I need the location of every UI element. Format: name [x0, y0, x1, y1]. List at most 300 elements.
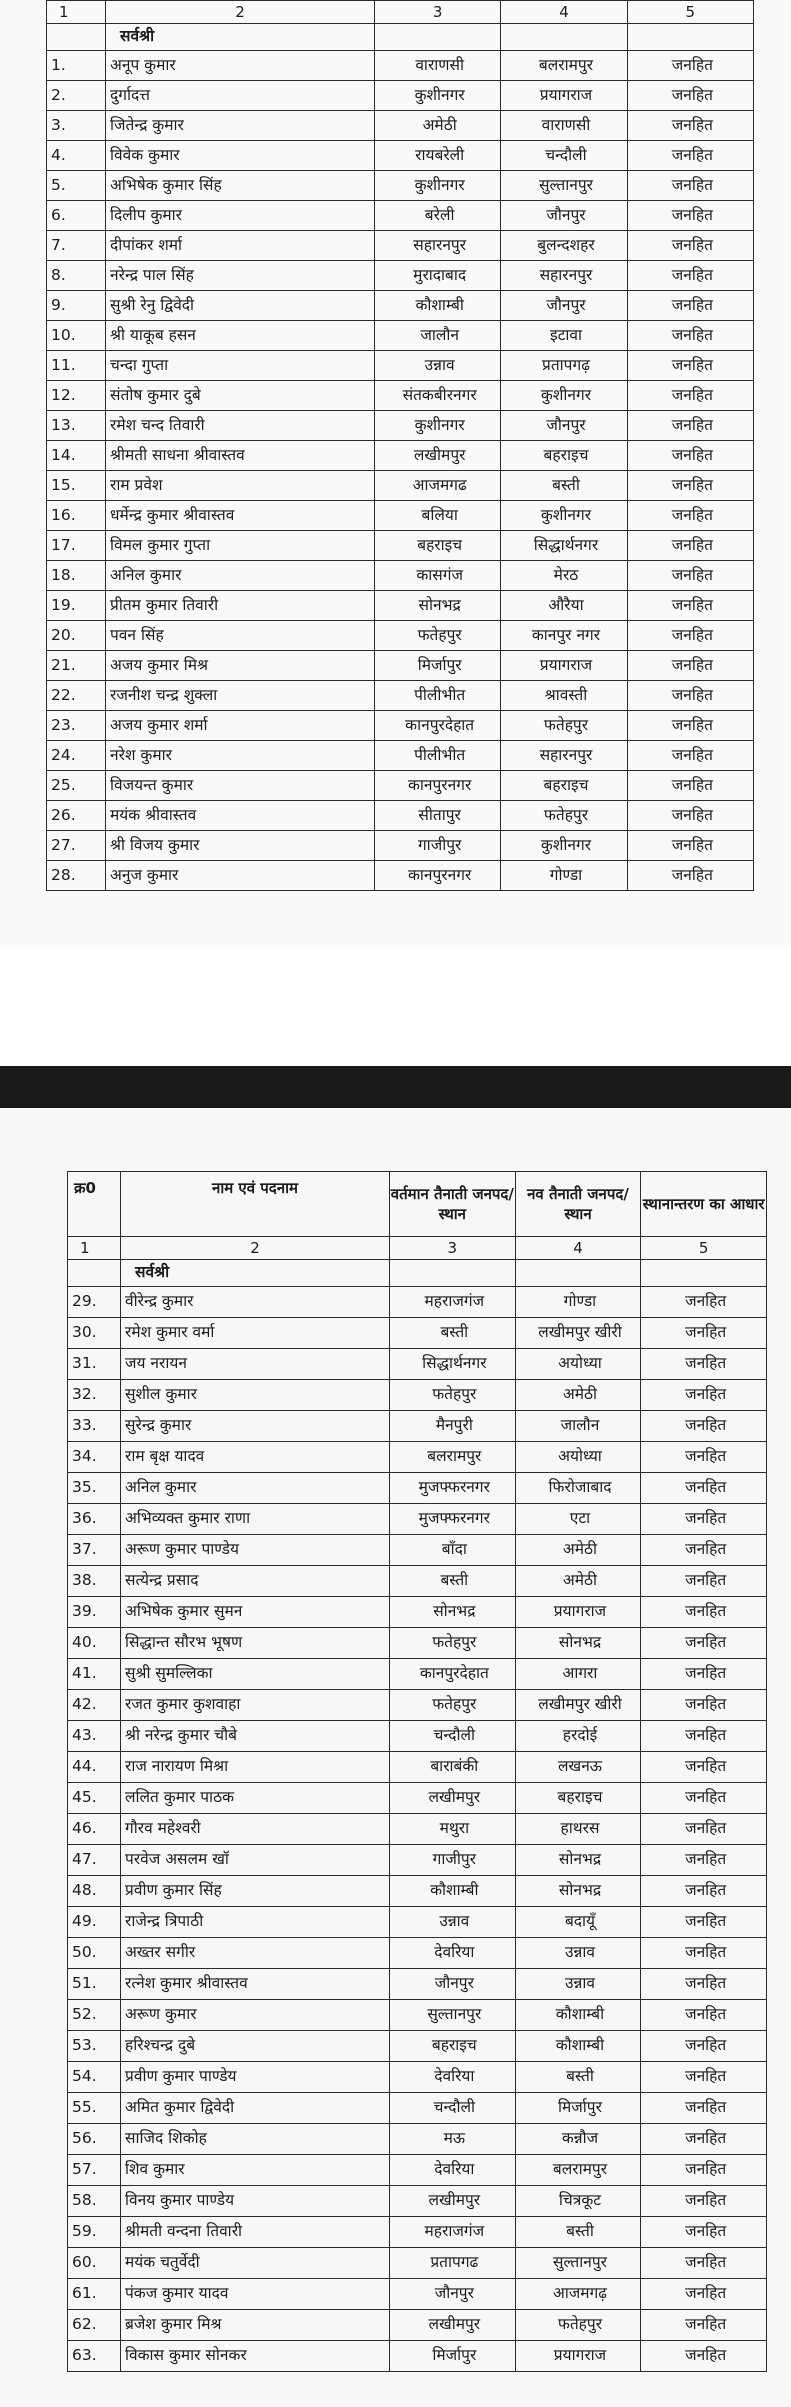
current-posting: लखीमपुर: [390, 2186, 516, 2217]
new-posting: फतेहपुर: [515, 2310, 641, 2341]
transfer-basis: जनहित: [627, 51, 753, 81]
new-posting: प्रयागराज: [501, 81, 627, 111]
new-posting: बहराइच: [501, 441, 627, 471]
document-page-1: [0, 0, 791, 945]
table-row: [68, 2000, 767, 2031]
officer-name: हरिश्चन्द्र दुबे: [121, 2031, 390, 2062]
serial-number: 43.: [68, 1721, 121, 1752]
col-number-1: 1: [47, 1, 106, 24]
transfer-basis: जनहित: [641, 1287, 767, 1318]
current-posting: देवरिया: [390, 1938, 516, 1969]
table-row: [68, 2124, 767, 2155]
transfer-basis: जनहित: [627, 261, 753, 291]
header-current-posting: वर्तमान तैनाती जनपद/ स्थान: [390, 1172, 516, 1237]
new-posting: फतेहपुर: [501, 711, 627, 741]
transfer-basis: जनहित: [627, 681, 753, 711]
transfer-basis: जनहित: [641, 1473, 767, 1504]
transfer-basis: जनहित: [627, 201, 753, 231]
current-posting: सहारनपुर: [375, 231, 501, 261]
table-row: [68, 1566, 767, 1597]
officer-name: विजयन्त कुमार: [106, 771, 375, 801]
officer-name: अनूप कुमार: [106, 51, 375, 81]
current-posting: कासगंज: [375, 561, 501, 591]
honorific-label: सर्वश्री: [121, 1260, 390, 1287]
new-posting: सिद्धार्थनगर: [501, 531, 627, 561]
serial-number: 50.: [68, 1938, 121, 1969]
transfer-basis: जनहित: [641, 1876, 767, 1907]
current-posting: पीलीभीत: [375, 741, 501, 771]
table-row: [47, 441, 754, 471]
table-row: [47, 501, 754, 531]
table-row: [68, 2186, 767, 2217]
serial-number: 63.: [68, 2341, 121, 2372]
officer-name: साजिद शिकोह: [121, 2124, 390, 2155]
current-posting: कानपुरनगर: [375, 861, 501, 891]
transfer-basis: जनहित: [627, 501, 753, 531]
table-row: [68, 2217, 767, 2248]
current-posting: बरेली: [375, 201, 501, 231]
officer-name: अभिव्यक्त कुमार राणा: [121, 1504, 390, 1535]
current-posting: फतेहपुर: [390, 1380, 516, 1411]
new-posting: अमेठी: [515, 1380, 641, 1411]
table-row: [68, 2062, 767, 2093]
serial-number: 38.: [68, 1566, 121, 1597]
transfer-basis: जनहित: [627, 411, 753, 441]
header-row: [68, 1172, 767, 1237]
new-posting: अयोध्या: [515, 1349, 641, 1380]
transfer-basis: जनहित: [627, 171, 753, 201]
serial-number: 29.: [68, 1287, 121, 1318]
table-row: [47, 81, 754, 111]
officer-name: विनय कुमार पाण्डेय: [121, 2186, 390, 2217]
current-posting: जालौन: [375, 321, 501, 351]
new-posting: प्रयागराज: [515, 2341, 641, 2372]
officer-name: श्रीमती साधना श्रीवास्तव: [106, 441, 375, 471]
officer-name: सुरेन्द्र कुमार: [121, 1411, 390, 1442]
col-number-5: 5: [627, 1, 753, 24]
table-row: [47, 351, 754, 381]
serial-number: 58.: [68, 2186, 121, 2217]
officer-name: सिद्धान्त सौरभ भूषण: [121, 1628, 390, 1659]
new-posting: जालौन: [515, 1411, 641, 1442]
current-posting: देवरिया: [390, 2155, 516, 2186]
current-posting: देवरिया: [390, 2062, 516, 2093]
transfer-basis: जनहित: [641, 1690, 767, 1721]
serial-number: 35.: [68, 1473, 121, 1504]
new-posting: बस्ती: [515, 2217, 641, 2248]
serial-number: 18.: [47, 561, 106, 591]
officer-name: विमल कुमार गुप्ता: [106, 531, 375, 561]
current-posting: उन्नाव: [375, 351, 501, 381]
table-row: [47, 291, 754, 321]
officer-name: रमेश चन्द तिवारी: [106, 411, 375, 441]
serial-number: 48.: [68, 1876, 121, 1907]
transfer-basis: जनहित: [641, 2155, 767, 2186]
officer-name: विवेक कुमार: [106, 141, 375, 171]
current-posting: लखीमपुर: [390, 2310, 516, 2341]
officer-name: अजय कुमार मिश्र: [106, 651, 375, 681]
serial-number: 31.: [68, 1349, 121, 1380]
current-posting: फतेहपुर: [390, 1628, 516, 1659]
table-row: [68, 1845, 767, 1876]
table-row: [68, 2093, 767, 2124]
current-posting: मिर्जापुर: [390, 2341, 516, 2372]
transfer-basis: जनहित: [641, 1349, 767, 1380]
serial-number: 39.: [68, 1597, 121, 1628]
new-posting: उन्नाव: [515, 1938, 641, 1969]
transfer-basis: जनहित: [641, 1597, 767, 1628]
transfer-basis: जनहित: [641, 1318, 767, 1349]
officer-name: राम बृक्ष यादव: [121, 1442, 390, 1473]
officer-name: ललित कुमार पाठक: [121, 1783, 390, 1814]
table-row: [68, 1535, 767, 1566]
table-row: [68, 1752, 767, 1783]
new-posting: बुलन्दशहर: [501, 231, 627, 261]
current-posting: कुशीनगर: [375, 171, 501, 201]
serial-number: 42.: [68, 1690, 121, 1721]
serial-number: 30.: [68, 1318, 121, 1349]
serial-number: 26.: [47, 801, 106, 831]
officer-name: रमेश कुमार वर्मा: [121, 1318, 390, 1349]
officer-name: प्रीतम कुमार तिवारी: [106, 591, 375, 621]
current-posting: मऊ: [390, 2124, 516, 2155]
col-number-4: 4: [515, 1237, 641, 1260]
new-posting: आजमगढ़: [515, 2279, 641, 2310]
officer-name: विकास कुमार सोनकर: [121, 2341, 390, 2372]
table-row: [68, 2341, 767, 2372]
serial-number: 27.: [47, 831, 106, 861]
new-posting: कुशीनगर: [501, 831, 627, 861]
officer-name: पवन सिंह: [106, 621, 375, 651]
new-posting: फतेहपुर: [501, 801, 627, 831]
officer-name: अभिषेक कुमार सिंह: [106, 171, 375, 201]
new-posting: जौनपुर: [501, 291, 627, 321]
officer-name: सत्येन्द्र प्रसाद: [121, 1566, 390, 1597]
transfer-basis: जनहित: [627, 771, 753, 801]
current-posting: बाराबंकी: [390, 1752, 516, 1783]
table-row: [68, 1907, 767, 1938]
new-posting: सोनभद्र: [515, 1628, 641, 1659]
new-posting: सोनभद्र: [515, 1845, 641, 1876]
transfer-basis: जनहित: [641, 1938, 767, 1969]
serial-number: 10.: [47, 321, 106, 351]
officer-name: नरेश कुमार: [106, 741, 375, 771]
transfer-basis: जनहित: [641, 2031, 767, 2062]
column-number-row: [68, 1237, 767, 1260]
table-row: [47, 141, 754, 171]
col-number-3: 3: [390, 1237, 516, 1260]
officer-name: राज नारायण मिश्रा: [121, 1752, 390, 1783]
officer-name: चन्दा गुप्ता: [106, 351, 375, 381]
honorific-row: [68, 1260, 767, 1287]
new-posting: लखीमपुर खीरी: [515, 1318, 641, 1349]
table-row: [47, 471, 754, 501]
transfer-basis: जनहित: [627, 801, 753, 831]
current-posting: मुजफ्फरनगर: [390, 1473, 516, 1504]
serial-number: 4.: [47, 141, 106, 171]
officer-name: दुर्गादत्त: [106, 81, 375, 111]
transfer-basis: जनहित: [627, 111, 753, 141]
current-posting: कानपुरनगर: [375, 771, 501, 801]
officer-name: नरेन्द्र पाल सिंह: [106, 261, 375, 291]
transfer-basis: जनहित: [627, 621, 753, 651]
new-posting: अमेठी: [515, 1566, 641, 1597]
officer-name: राजेन्द्र त्रिपाठी: [121, 1907, 390, 1938]
officer-name: अनुज कुमार: [106, 861, 375, 891]
current-posting: महराजगंज: [390, 2217, 516, 2248]
current-posting: गाजीपुर: [390, 1845, 516, 1876]
transfer-basis: जनहित: [627, 141, 753, 171]
current-posting: कुशीनगर: [375, 411, 501, 441]
table-row: [68, 1628, 767, 1659]
table-row: [47, 771, 754, 801]
officer-name: मयंक चतुर्वेदी: [121, 2248, 390, 2279]
serial-number: 15.: [47, 471, 106, 501]
current-posting: चन्दौली: [390, 2093, 516, 2124]
transfer-basis: जनहित: [627, 441, 753, 471]
serial-number: 44.: [68, 1752, 121, 1783]
serial-number: 25.: [47, 771, 106, 801]
transfer-basis: जनहित: [627, 381, 753, 411]
serial-number: 61.: [68, 2279, 121, 2310]
transfer-basis: जनहित: [641, 1845, 767, 1876]
transfer-basis: जनहित: [641, 1659, 767, 1690]
transfer-basis: जनहित: [641, 1907, 767, 1938]
current-posting: कानपुरदेहात: [375, 711, 501, 741]
serial-number: 56.: [68, 2124, 121, 2155]
current-posting: सिद्धार्थनगर: [390, 1349, 516, 1380]
transfer-basis: जनहित: [627, 531, 753, 561]
new-posting: कौशाम्बी: [515, 2000, 641, 2031]
serial-number: 28.: [47, 861, 106, 891]
officer-name: अजय कुमार शर्मा: [106, 711, 375, 741]
new-posting: चन्दौली: [501, 141, 627, 171]
table-row: [68, 1876, 767, 1907]
officer-name: श्री विजय कुमार: [106, 831, 375, 861]
table-row: [68, 1287, 767, 1318]
current-posting: फतेहपुर: [375, 621, 501, 651]
officer-name: दिलीप कुमार: [106, 201, 375, 231]
new-posting: इटावा: [501, 321, 627, 351]
new-posting: बलरामपुर: [515, 2155, 641, 2186]
table-row: [68, 1969, 767, 2000]
officer-name: श्रीमती वन्दना तिवारी: [121, 2217, 390, 2248]
new-posting: बस्ती: [501, 471, 627, 501]
serial-number: 45.: [68, 1783, 121, 1814]
new-posting: कुशीनगर: [501, 501, 627, 531]
table-row: [47, 741, 754, 771]
table-row: [47, 381, 754, 411]
current-posting: मुरादाबाद: [375, 261, 501, 291]
transfer-basis: जनहित: [627, 291, 753, 321]
new-posting: उन्नाव: [515, 1969, 641, 2000]
new-posting: चित्रकूट: [515, 2186, 641, 2217]
transfer-basis: जनहित: [641, 1411, 767, 1442]
new-posting: कन्नौज: [515, 2124, 641, 2155]
officer-name: सुश्री सुमल्लिका: [121, 1659, 390, 1690]
new-posting: एटा: [515, 1504, 641, 1535]
table-row: [47, 111, 754, 141]
transfer-basis: जनहित: [627, 321, 753, 351]
new-posting: कौशाम्बी: [515, 2031, 641, 2062]
officer-name: शिव कुमार: [121, 2155, 390, 2186]
new-posting: जौनपुर: [501, 411, 627, 441]
current-posting: गाजीपुर: [375, 831, 501, 861]
serial-number: 19.: [47, 591, 106, 621]
transfer-basis: जनहित: [641, 2248, 767, 2279]
officer-name: श्री नरेन्द्र कुमार चौबे: [121, 1721, 390, 1752]
serial-number: 32.: [68, 1380, 121, 1411]
transfer-basis: जनहित: [641, 2217, 767, 2248]
officer-name: परवेज असलम खॉ: [121, 1845, 390, 1876]
new-posting: बस्ती: [515, 2062, 641, 2093]
table-row: [47, 201, 754, 231]
table-row: [68, 2248, 767, 2279]
current-posting: महराजगंज: [390, 1287, 516, 1318]
new-posting: फिरोजाबाद: [515, 1473, 641, 1504]
table-row: [68, 1814, 767, 1845]
officer-name: अभिषेक कुमार सुमन: [121, 1597, 390, 1628]
current-posting: जौनपुर: [390, 2279, 516, 2310]
table-row: [68, 1380, 767, 1411]
current-posting: चन्दौली: [390, 1721, 516, 1752]
current-posting: मैनपुरी: [390, 1411, 516, 1442]
officer-name: पंकज कुमार यादव: [121, 2279, 390, 2310]
transfer-table-page-2: [67, 1171, 767, 2372]
officer-name: मयंक श्रीवास्तव: [106, 801, 375, 831]
transfer-basis: जनहित: [627, 741, 753, 771]
transfer-basis: जनहित: [641, 1783, 767, 1814]
new-posting: मिर्जापुर: [515, 2093, 641, 2124]
table-row: [68, 2279, 767, 2310]
transfer-basis: जनहित: [627, 861, 753, 891]
officer-name: जितेन्द्र कुमार: [106, 111, 375, 141]
transfer-basis: जनहित: [627, 561, 753, 591]
serial-number: 8.: [47, 261, 106, 291]
transfer-basis: जनहित: [641, 1566, 767, 1597]
transfer-basis: जनहित: [641, 1380, 767, 1411]
table-row: [47, 861, 754, 891]
new-posting: सहारनपुर: [501, 741, 627, 771]
table-row: [68, 1783, 767, 1814]
current-posting: कौशाम्बी: [390, 1876, 516, 1907]
transfer-basis: जनहित: [641, 1814, 767, 1845]
new-posting: प्रतापगढ़: [501, 351, 627, 381]
serial-number: 7.: [47, 231, 106, 261]
new-posting: वाराणसी: [501, 111, 627, 141]
honorific-row: [47, 24, 754, 51]
current-posting: मिर्जापुर: [375, 651, 501, 681]
new-posting: कुशीनगर: [501, 381, 627, 411]
table-row: [68, 2310, 767, 2341]
new-posting: गोण्डा: [501, 861, 627, 891]
current-posting: बाँदा: [390, 1535, 516, 1566]
serial-number: 24.: [47, 741, 106, 771]
serial-number: 1.: [47, 51, 106, 81]
col-number-5: 5: [641, 1237, 767, 1260]
transfer-basis: जनहित: [641, 2093, 767, 2124]
transfer-basis: जनहित: [641, 2341, 767, 2372]
officer-name: अनिल कुमार: [121, 1473, 390, 1504]
new-posting: अयोध्या: [515, 1442, 641, 1473]
table-row: [47, 801, 754, 831]
col-number-3: 3: [375, 1, 501, 24]
table-row: [68, 2155, 767, 2186]
serial-number: 33.: [68, 1411, 121, 1442]
table-row: [47, 681, 754, 711]
officer-name: अमित कुमार द्विवेदी: [121, 2093, 390, 2124]
serial-number: 2.: [47, 81, 106, 111]
current-posting: रायबरेली: [375, 141, 501, 171]
serial-number: 53.: [68, 2031, 121, 2062]
current-posting: बलरामपुर: [390, 1442, 516, 1473]
transfer-basis: जनहित: [627, 651, 753, 681]
transfer-basis: जनहित: [641, 1535, 767, 1566]
table-row: [68, 1349, 767, 1380]
officer-name: दीपांकर शर्मा: [106, 231, 375, 261]
officer-name: अरूण कुमार पाण्डेय: [121, 1535, 390, 1566]
officer-name: रत्नेश कुमार श्रीवास्तव: [121, 1969, 390, 2000]
officer-name: श्री याकूब हसन: [106, 321, 375, 351]
serial-number: 11.: [47, 351, 106, 381]
table-row: [47, 51, 754, 81]
transfer-basis: जनहित: [641, 2000, 767, 2031]
transfer-basis: जनहित: [641, 1721, 767, 1752]
table-row: [47, 171, 754, 201]
transfer-basis: जनहित: [627, 591, 753, 621]
transfer-basis: जनहित: [641, 1628, 767, 1659]
serial-number: 62.: [68, 2310, 121, 2341]
col-number-1: 1: [68, 1237, 121, 1260]
current-posting: प्रतापगढ: [390, 2248, 516, 2279]
current-posting: आजमगढ: [375, 471, 501, 501]
current-posting: सुल्तानपुर: [390, 2000, 516, 2031]
table-row: [47, 711, 754, 741]
new-posting: कानपुर नगर: [501, 621, 627, 651]
current-posting: अमेठी: [375, 111, 501, 141]
serial-number: 57.: [68, 2155, 121, 2186]
new-posting: बहराइच: [515, 1783, 641, 1814]
serial-number: 13.: [47, 411, 106, 441]
serial-number: 49.: [68, 1907, 121, 1938]
table-row: [68, 2031, 767, 2062]
serial-number: 55.: [68, 2093, 121, 2124]
table-row: [68, 1442, 767, 1473]
table-row: [47, 231, 754, 261]
transfer-basis: जनहित: [641, 1752, 767, 1783]
serial-number: 9.: [47, 291, 106, 321]
current-posting: कुशीनगर: [375, 81, 501, 111]
table-row: [68, 1597, 767, 1628]
table-row: [47, 621, 754, 651]
current-posting: सोनभद्र: [375, 591, 501, 621]
officer-name: गौरव महेश्वरी: [121, 1814, 390, 1845]
current-posting: सोनभद्र: [390, 1597, 516, 1628]
new-posting: श्रावस्ती: [501, 681, 627, 711]
serial-number: 16.: [47, 501, 106, 531]
table-row: [68, 1938, 767, 1969]
transfer-basis: जनहित: [641, 2310, 767, 2341]
current-posting: मुजफ्फरनगर: [390, 1504, 516, 1535]
serial-number: 22.: [47, 681, 106, 711]
serial-number: 20.: [47, 621, 106, 651]
serial-number: 51.: [68, 1969, 121, 2000]
table-row: [68, 1504, 767, 1535]
new-posting: लखनऊ: [515, 1752, 641, 1783]
transfer-basis: जनहित: [627, 81, 753, 111]
column-number-row: [47, 1, 754, 24]
new-posting: हाथरस: [515, 1814, 641, 1845]
